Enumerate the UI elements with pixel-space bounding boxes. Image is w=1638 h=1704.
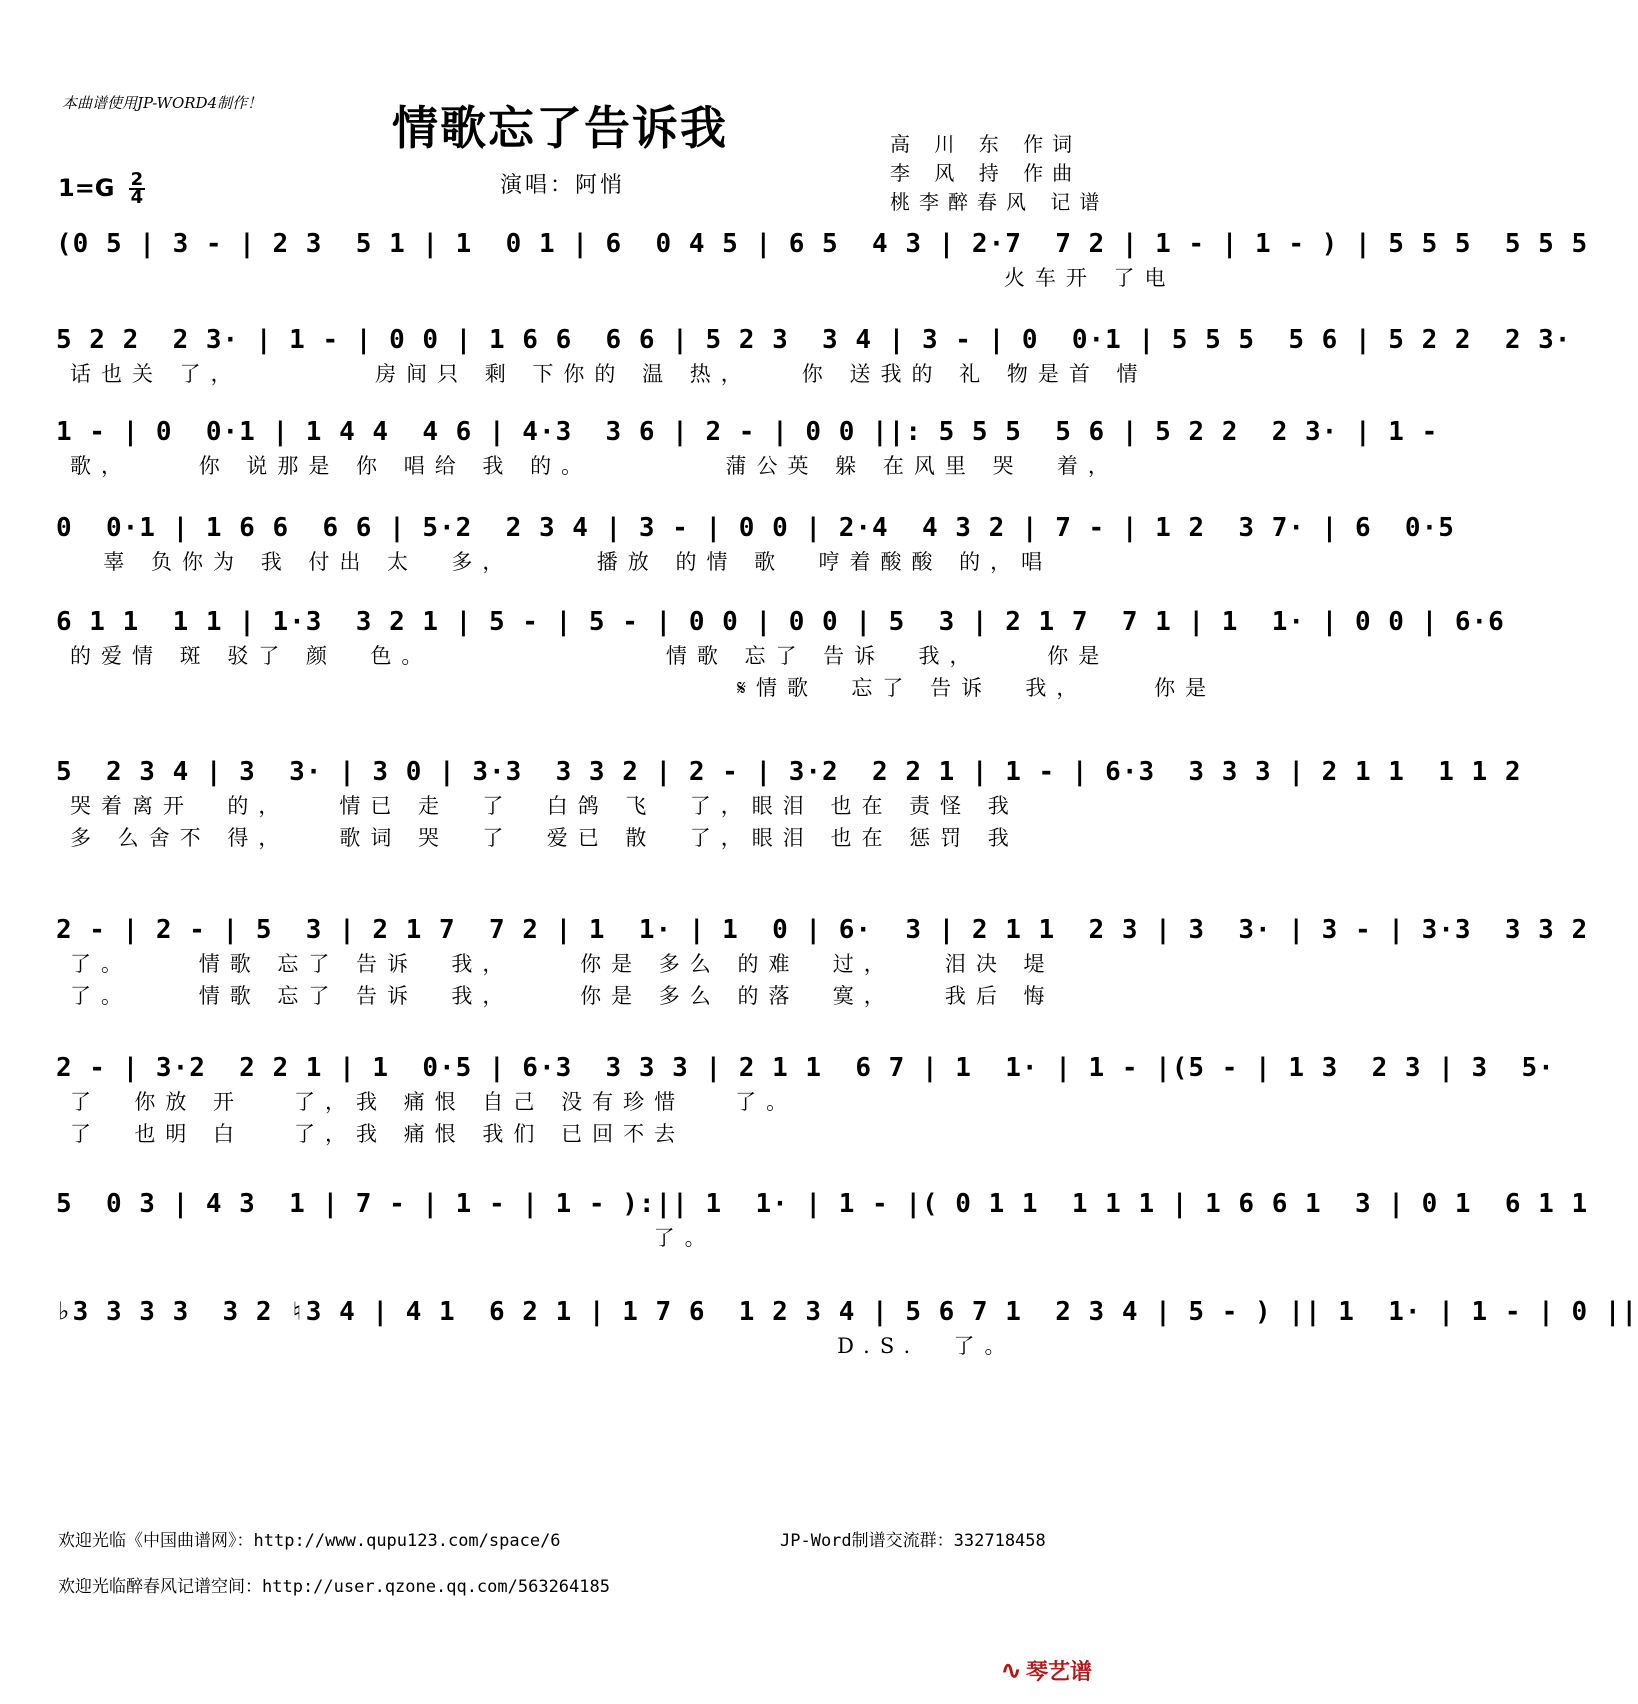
- lyrics-line: 了。: [70, 1226, 716, 1250]
- lyrics-line-2: 多 么舍不 得， 歌词 哭 了 爱已 散 了，眼泪 也在 惩罚 我: [70, 826, 1019, 850]
- lyrics-line: 哭着离开 的， 情已 走 了 白鸽 飞 了，眼泪 也在 责怪 我: [70, 794, 1019, 818]
- score-system-7: [56, 912, 1589, 1012]
- lyrics-line-2: 了。 情歌 忘了 告诉 我， 你是 多么 的落 寞， 我后 悔: [70, 984, 1055, 1008]
- notation-line: 1 - | 0 0·1 | 1 4 4 4 6 | 4·3 3 6 | 2 - | 0 0 ||: 5 5 5 5 6 | 5 2 2 2 3· | 1 -: [56, 417, 1439, 447]
- time-signature: [129, 169, 145, 208]
- key-label: 1=G: [58, 174, 115, 202]
- notation-line: 5 0 3 | 4 3 1 | 7 - | 1 - | 1 - ):|| 1 1· | 1 - |( 0 1 1 1 1 1 | 1 6 6 1 3 | 0 1 6 1 1: [56, 1189, 1589, 1219]
- score-system-6: [56, 754, 1522, 854]
- score-system-9: [56, 1186, 1589, 1254]
- notation-line: 2 - | 2 - | 5 3 | 2 1 7 7 2 | 1 1· | 1 0 | 6· 3 | 2 1 1 2 3 | 3 3· | 3 - | 3·3 3 3 2: [56, 915, 1589, 945]
- footer-group-info: JP-Word制谱交流群：332718458: [780, 1531, 1046, 1551]
- watermark-logo: [1000, 1655, 1092, 1686]
- key-signature: [58, 169, 145, 208]
- score-system-8: [56, 1050, 1555, 1150]
- score-system-4: [56, 510, 1455, 578]
- lyrics-line: 火车开 了电: [70, 266, 1176, 290]
- notation-line: ♭3 3 3 3 3 2 ♮3 4 | 4 1 6 2 1 | 1 7 6 1 2 3 4 | 5 6 7 1 2 3 4 | 5 - ) || 1 1· | 1 - | 0 ||: [56, 1297, 1638, 1327]
- notation-line: 5 2 3 4 | 3 3· | 3 0 | 3·3 3 3 2 | 2 - | 3·2 2 2 1 | 1 - | 6·3 3 3 3 | 2 1 1 1 1 2: [56, 757, 1522, 787]
- notation-line: 6 1 1 1 1 | 1·3 3 2 1 | 5 - | 5 - | 0 0 | 0 0 | 5 3 | 2 1 7 7 1 | 1 1· | 0 0 | 6·6: [56, 607, 1505, 637]
- time-sig-bottom: 4: [130, 187, 144, 208]
- notation-line: 5 2 2 2 3· | 1 - | 0 0 | 1 6 6 6 6 | 5 2 3 3 4 | 3 - | 0 0·1 | 5 5 5 5 6 | 5 2 2 2 3·: [56, 325, 1572, 355]
- song-title: 情歌忘了告诉我: [392, 101, 728, 155]
- lyrics-line: 辜 负你为 我 付出 太 多， 播放 的情 歌 哼着酸酸 的，唱: [70, 550, 1053, 574]
- lyrics-line: 了 你放 开 了，我 痛恨 自己 没有珍惜 了。: [70, 1090, 798, 1114]
- transcriber-credit: 桃李醉春风 记谱: [890, 190, 1109, 214]
- lyrics-line: 歌， 你 说那是 你 唱给 我 的。 蒲公英 躲 在风里 哭 着，: [70, 454, 1119, 478]
- score-system-10: [56, 1294, 1638, 1362]
- lyrics-line: D.S. 了。: [70, 1334, 1016, 1358]
- singer: 演唱：阿悄: [500, 173, 626, 198]
- software-note: 本曲谱使用JP-WORD4制作！: [62, 94, 263, 112]
- score-system-1: [56, 226, 1589, 294]
- score-system-3: [56, 414, 1439, 482]
- lyrics-line: 话也关 了， 房间只 剩 下你的 温 热， 你 送我的 礼 物是首 情: [70, 362, 1148, 386]
- notation-line: 2 - | 3·2 2 2 1 | 1 0·5 | 6·3 3 3 3 | 2 1 1 6 7 | 1 1· | 1 - |(5 - | 1 3 2 3 | 3 5·: [56, 1053, 1555, 1083]
- credits: [890, 130, 1108, 217]
- lyricist-credit: 高 川 东 作词: [890, 132, 1082, 156]
- score-system-2: [56, 322, 1572, 390]
- notation-line: 0 0·1 | 1 6 6 6 6 | 5·2 2 3 4 | 3 - | 0 0 | 2·4 4 3 2 | 7 - | 1 2 3 7· | 6 0·5: [56, 513, 1455, 543]
- logo-icon: ∿: [1000, 1656, 1022, 1686]
- lyrics-line: 的爱情 斑 驳了 颜 色。 情歌 忘了 告诉 我， 你是: [70, 644, 1110, 668]
- notation-line: (0 5 | 3 - | 2 3 5 1 | 1 0 1 | 6 0 4 5 | 6 5 4 3 | 2·7 7 2 | 1 - | 1 - ) | 5 5 5 5 5 5: [56, 229, 1589, 259]
- composer-credit: 李 风 持 作曲: [890, 161, 1082, 185]
- footer-space-link[interactable]: 欢迎光临醉春风记谱空间：http://user.qzone.qq.com/563264185: [58, 1577, 610, 1597]
- lyrics-line: 了。 情歌 忘了 告诉 我， 你是 多么 的难 过， 泪决 堤: [70, 952, 1055, 976]
- score-system-5: [56, 604, 1505, 704]
- lyrics-line-2: 𝄋情歌 忘了 告诉 我， 你是: [70, 676, 1217, 700]
- lyrics-line-2: 了 也明 白 了，我 痛恨 我们 已回不去: [70, 1122, 686, 1146]
- time-sig-top: 2: [130, 169, 144, 190]
- logo-text: 琴艺谱: [1025, 1660, 1092, 1685]
- footer-site-link[interactable]: 欢迎光临《中国曲谱网》：http://www.qupu123.com/space/6: [58, 1531, 561, 1551]
